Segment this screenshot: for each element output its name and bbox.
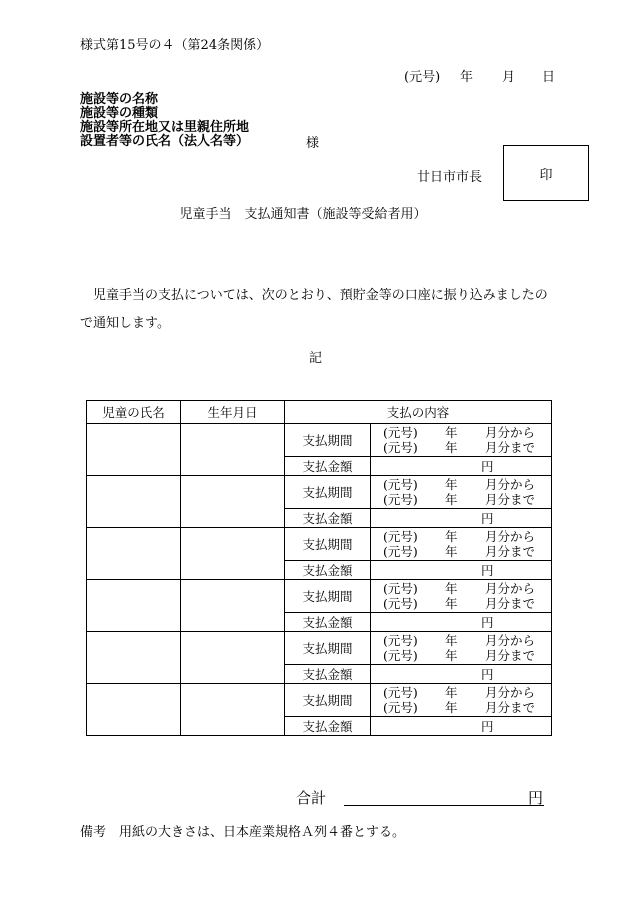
- period-from-era: (元号): [383, 477, 418, 492]
- amount-label: 支払金額: [285, 613, 371, 632]
- table-row: [87, 580, 552, 613]
- date-month: 月: [502, 70, 516, 85]
- period-to-era: (元号): [383, 440, 418, 455]
- amount-cell[interactable]: [371, 509, 552, 528]
- date-year: 年: [460, 70, 474, 85]
- period-cell[interactable]: [371, 476, 552, 509]
- issue-date: [404, 66, 555, 85]
- period-from-era: (元号): [383, 425, 418, 440]
- period-to-era: (元号): [383, 596, 418, 611]
- payment-table: [86, 400, 552, 736]
- period-to-year: 年: [445, 544, 458, 559]
- period-to-suffix: 月分まで: [485, 596, 536, 611]
- date-era: (元号): [404, 70, 441, 85]
- amount-label: 支払金額: [285, 665, 371, 684]
- table-row: [87, 424, 552, 457]
- amount-yen: 円: [481, 719, 494, 734]
- period-to-era: (元号): [383, 648, 418, 663]
- table-row: [87, 528, 552, 561]
- period-to-era: (元号): [383, 700, 418, 715]
- total-yen: 円: [528, 789, 544, 807]
- header-payment-details: 支払の内容: [285, 401, 552, 424]
- amount-yen: 円: [481, 511, 494, 526]
- period-from-suffix: 月分から: [485, 581, 536, 596]
- period-to-suffix: 月分まで: [485, 492, 536, 507]
- ki-heading: 記: [309, 351, 323, 366]
- period-label: 支払期間: [285, 684, 371, 717]
- form-number: 様式第15号の４（第24条関係）: [80, 38, 270, 53]
- child-name-cell[interactable]: [87, 632, 181, 684]
- period-cell[interactable]: [371, 528, 552, 561]
- period-from-year: 年: [445, 685, 458, 700]
- document-title-text: 児童手当 支払通知書（施設等受給者用）: [179, 207, 427, 222]
- remarks-note: 備考 用紙の大きさは、日本産業規格Ａ列４番とする。: [80, 825, 406, 840]
- period-cell[interactable]: [371, 580, 552, 613]
- operator-name-label: 設置者等の氏名（法人名等）: [80, 134, 250, 149]
- period-to-year: 年: [445, 596, 458, 611]
- period-cell[interactable]: [371, 424, 552, 457]
- period-from-suffix: 月分から: [485, 425, 536, 440]
- period-from-suffix: 月分から: [485, 477, 536, 492]
- period-to-year: 年: [445, 700, 458, 715]
- period-from-era: (元号): [383, 633, 418, 648]
- child-name-cell[interactable]: [87, 684, 181, 736]
- body-paragraph: 児童手当の支払については、次のとおり、預貯金等の口座に振り込みましたので通知します。: [80, 288, 548, 331]
- period-from-year: 年: [445, 477, 458, 492]
- facility-type-label: 施設等の種類: [80, 106, 159, 121]
- birthdate-cell[interactable]: [181, 632, 285, 684]
- birthdate-cell[interactable]: [181, 580, 285, 632]
- period-from-year: 年: [445, 425, 458, 440]
- total-amount-field[interactable]: [344, 805, 544, 806]
- period-to-year: 年: [445, 648, 458, 663]
- amount-label: 支払金額: [285, 561, 371, 580]
- table-row: [87, 632, 552, 665]
- birthdate-cell[interactable]: [181, 528, 285, 580]
- child-name-cell[interactable]: [87, 476, 181, 528]
- period-from-suffix: 月分から: [485, 633, 536, 648]
- period-label: 支払期間: [285, 528, 371, 561]
- period-from-year: 年: [445, 529, 458, 544]
- document-title: [0, 203, 630, 222]
- seal-box: [503, 145, 589, 201]
- amount-cell[interactable]: [371, 665, 552, 684]
- period-from-year: 年: [445, 581, 458, 596]
- period-to-year: 年: [445, 440, 458, 455]
- period-from-suffix: 月分から: [485, 529, 536, 544]
- payment-table-body: [87, 424, 552, 736]
- child-name-cell[interactable]: [87, 528, 181, 580]
- birthdate-cell[interactable]: [181, 476, 285, 528]
- amount-cell[interactable]: [371, 613, 552, 632]
- child-name-cell[interactable]: [87, 424, 181, 476]
- facility-name-label: 施設等の名称: [80, 92, 159, 107]
- period-cell[interactable]: [371, 684, 552, 717]
- period-from-year: 年: [445, 633, 458, 648]
- amount-yen: 円: [481, 459, 494, 474]
- date-day: 日: [542, 70, 556, 85]
- period-to-era: (元号): [383, 492, 418, 507]
- period-to-suffix: 月分まで: [485, 648, 536, 663]
- period-cell[interactable]: [371, 632, 552, 665]
- header-birthdate: 生年月日: [181, 401, 285, 424]
- period-to-era: (元号): [383, 544, 418, 559]
- period-to-year: 年: [445, 492, 458, 507]
- amount-cell[interactable]: [371, 561, 552, 580]
- child-name-cell[interactable]: [87, 580, 181, 632]
- period-label: 支払期間: [285, 476, 371, 509]
- table-row: [87, 684, 552, 717]
- amount-label: 支払金額: [285, 457, 371, 476]
- period-from-era: (元号): [383, 685, 418, 700]
- period-from-era: (元号): [383, 529, 418, 544]
- seal-label: 印: [539, 167, 553, 183]
- birthdate-cell[interactable]: [181, 424, 285, 476]
- period-label: 支払期間: [285, 424, 371, 457]
- period-to-suffix: 月分まで: [485, 544, 536, 559]
- issuer-mayor: 廿日市市長: [417, 170, 483, 185]
- addressee-block: [80, 93, 249, 149]
- amount-yen: 円: [481, 667, 494, 682]
- facility-address-label: 施設等所在地又は里親住所地: [80, 120, 250, 135]
- table-header-row: [87, 401, 552, 424]
- header-child-name: 児童の氏名: [87, 401, 181, 424]
- period-from-era: (元号): [383, 581, 418, 596]
- amount-yen: 円: [481, 615, 494, 630]
- amount-label: 支払金額: [285, 717, 371, 736]
- table-row: [87, 476, 552, 509]
- period-to-suffix: 月分まで: [485, 700, 536, 715]
- period-from-suffix: 月分から: [485, 685, 536, 700]
- period-label: 支払期間: [285, 580, 371, 613]
- amount-label: 支払金額: [285, 509, 371, 528]
- amount-cell[interactable]: [371, 457, 552, 476]
- period-label: 支払期間: [285, 632, 371, 665]
- amount-yen: 円: [481, 563, 494, 578]
- period-to-suffix: 月分まで: [485, 440, 536, 455]
- amount-cell[interactable]: [371, 717, 552, 736]
- birthdate-cell[interactable]: [181, 684, 285, 736]
- total-label: 合計: [296, 789, 327, 807]
- honorific: 様: [306, 136, 320, 151]
